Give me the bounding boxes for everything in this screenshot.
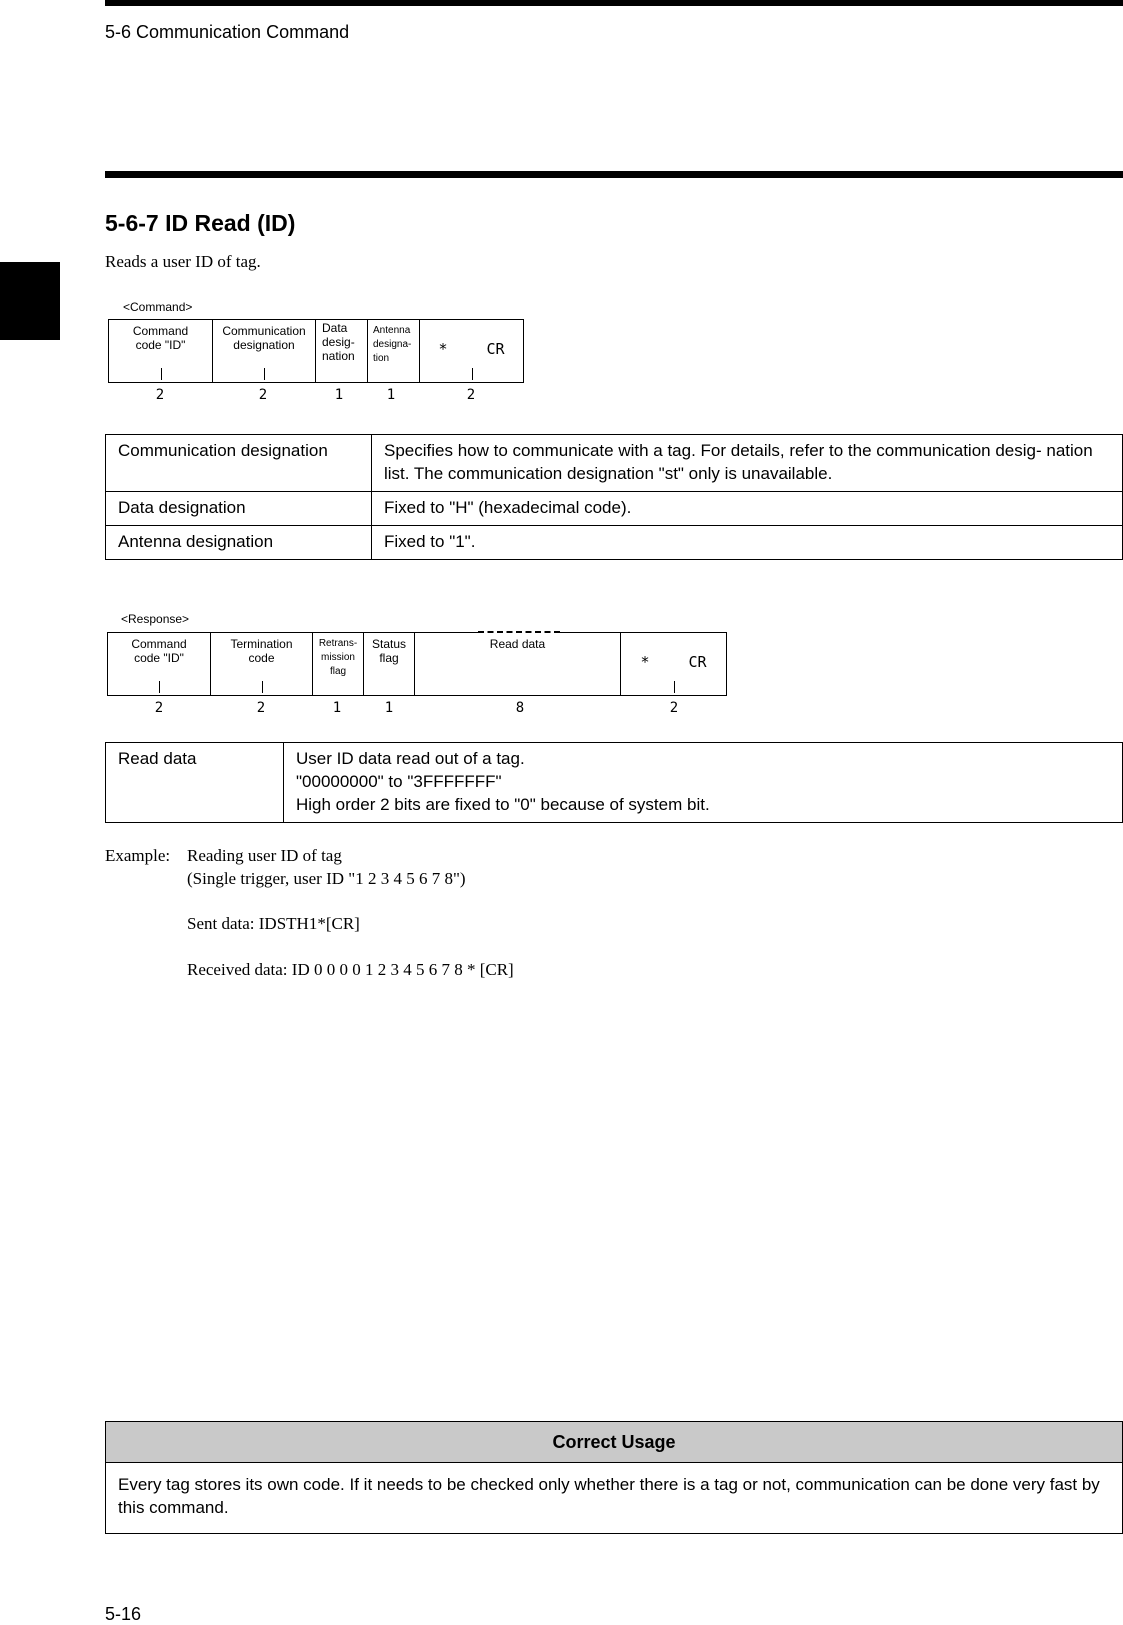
example-received: Received data: ID 0 0 0 0 1 2 3 4 5 6 7 8 * [CR] [187, 960, 514, 979]
field-tick [472, 368, 473, 380]
command-format-frame [108, 319, 524, 383]
field-tick [262, 681, 263, 693]
field-label: Data desig- nation [322, 321, 355, 363]
field-size: 2 [669, 700, 679, 716]
field-size: 2 [256, 700, 266, 716]
correct-usage-heading: Correct Usage [106, 1422, 1122, 1463]
field-size: 1 [332, 700, 342, 716]
example-condition: (Single trigger, user ID "1 2 3 4 5 6 7 8") [187, 869, 466, 888]
field-read-data [415, 633, 621, 695]
field-size: 2 [154, 700, 164, 716]
field-size: 2 [155, 387, 165, 403]
field-retransmission-flag [313, 633, 364, 695]
field-antenna-designation [368, 320, 420, 382]
table-desc [284, 743, 1123, 823]
field-size: 2 [466, 387, 476, 403]
example-title: Reading user ID of tag [187, 846, 342, 865]
table-row [106, 435, 1123, 492]
field-label: Retrans- mission flag [318, 638, 358, 677]
command-description-table [105, 434, 1123, 560]
field-status-flag [364, 633, 415, 695]
field-label: Termination code [230, 637, 293, 665]
response-description-table [105, 742, 1123, 823]
section-intro: Reads a user ID of tag. [105, 252, 261, 271]
table-term: Antenna designation [106, 526, 372, 560]
correct-usage-body: Every tag stores its own code. If it needs to be checked only whether there is a tag or not, communication can be done very fast by this command. [118, 1475, 1100, 1517]
command-label: <Command> [123, 300, 193, 314]
field-label: * CR [640, 653, 707, 671]
table-desc: Fixed to "H" (hexadecimal code). [372, 492, 1123, 526]
page-number: 5-16 [105, 1604, 142, 1624]
field-label: Communication designation [222, 324, 306, 352]
field-tick [161, 368, 162, 380]
field-size: 2 [258, 387, 268, 403]
dashed-break [478, 631, 560, 633]
response-format-frame [107, 632, 727, 696]
response-sizes [107, 700, 727, 720]
field-communication-designation [213, 320, 316, 382]
desc-line: High order 2 bits are fixed to "0" because of system bit. [296, 795, 710, 814]
example-sent: Sent data: IDSTH1*[CR] [187, 914, 360, 933]
command-sizes [108, 387, 524, 407]
desc-line: User ID data read out of a tag. [296, 749, 525, 768]
table-desc: Fixed to "1". [372, 526, 1123, 560]
field-label: Command code "ID" [131, 637, 187, 665]
section-rule [105, 171, 1123, 178]
table-row [106, 492, 1123, 526]
field-label: Antenna designa- tion [373, 325, 412, 364]
table-row [106, 743, 1123, 823]
top-rule [105, 0, 1123, 6]
field-tick [674, 681, 675, 693]
field-terminator [420, 320, 523, 382]
field-command-code [108, 633, 211, 695]
field-termination-code [211, 633, 313, 695]
example-label: Example: [105, 846, 171, 865]
field-label: Status flag [371, 637, 407, 665]
field-size: 1 [384, 700, 394, 716]
desc-line: "00000000" to "3FFFFFFF" [296, 772, 502, 791]
field-label: Command code "ID" [132, 324, 189, 352]
field-size: 1 [334, 387, 344, 403]
running-head: 5-6 Communication Command [105, 22, 350, 42]
field-label: * CR [438, 340, 505, 358]
field-size: 8 [515, 700, 525, 716]
section-title: 5-6-7 ID Read (ID) [105, 210, 296, 236]
table-desc: Specifies how to communicate with a tag. For details, refer to the communication desig- nation list. The communication designation "st" only is unavailable. [372, 435, 1123, 492]
correct-usage-box [105, 1421, 1123, 1534]
response-label: <Response> [121, 612, 190, 626]
field-tick [264, 368, 265, 380]
table-term: Communication designation [106, 435, 372, 492]
field-terminator [621, 633, 726, 695]
field-tick [159, 681, 160, 693]
field-command-code [109, 320, 213, 382]
table-term: Read data [106, 743, 284, 823]
field-label: Read data [489, 637, 546, 651]
table-term: Data designation [106, 492, 372, 526]
chapter-tab [0, 262, 60, 340]
table-row [106, 526, 1123, 560]
field-data-designation [316, 320, 368, 382]
field-size: 1 [386, 387, 396, 403]
